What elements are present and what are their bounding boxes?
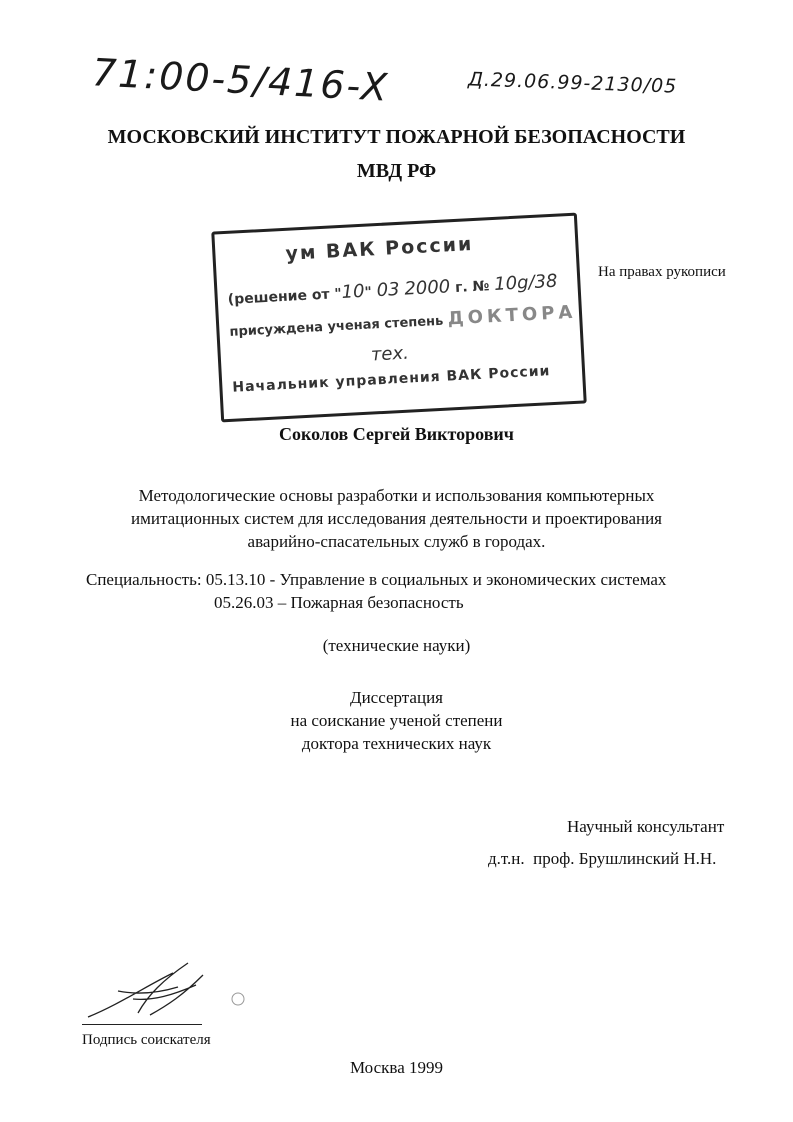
author-name: Соколов Сергей Викторович xyxy=(279,424,514,444)
signature-label: Подпись соискателя xyxy=(82,1032,211,1048)
dissertation-title-line-1: Методологические основы разработки и использования компьютерных xyxy=(138,486,655,505)
degree-name: доктора технических наук xyxy=(301,734,492,753)
dissertation-label: Диссертация xyxy=(349,688,443,707)
stamp-signer: Начальник управления ВАК России xyxy=(232,363,551,396)
specialty-line-1: Специальность: 05.13.10 - Управление в социальных и экономических системах xyxy=(86,570,667,589)
ministry-name: МВД РФ xyxy=(356,160,437,182)
handwritten-registration-number: 71:00-5/416-X xyxy=(91,50,391,110)
stamp-decision-year: 2000 xyxy=(403,276,451,300)
degree-purpose: на соискание ученой степени xyxy=(290,711,503,730)
dissertation-title-line-2: имитационных систем для исследования деятельности и проектирования xyxy=(130,509,663,528)
advisor-name: д.т.н. проф. Брушлинский Н.Н. xyxy=(488,849,717,868)
applicant-signature xyxy=(78,955,258,1027)
rights-note: На правах рукописи xyxy=(598,264,726,280)
city-year: Москва 1999 xyxy=(349,1058,444,1077)
advisor-label: Научный консультант xyxy=(567,817,725,836)
stamp-decision-number: 10g/38 xyxy=(493,270,558,295)
stamp-degree-prefix: присуждена ученая степень xyxy=(229,313,444,340)
stamp-decision-line xyxy=(227,271,558,309)
stamp-decision-mid: " xyxy=(364,284,378,301)
dissertation-title-line-3: аварийно-спасательных служб в городах. xyxy=(247,532,546,551)
stamp-decision-suffix: г. № xyxy=(449,278,490,297)
science-field: (технические науки) xyxy=(322,636,471,655)
stamp-degree-value: ДОКТОРА xyxy=(447,301,577,330)
stamp-title: ум ВАК России xyxy=(284,233,474,265)
handwritten-date-reference: Д.29.06.99-2130/05 xyxy=(467,68,678,98)
signature-line xyxy=(82,1024,202,1025)
stamp-decision-prefix: (решение от " xyxy=(227,285,343,308)
vak-stamp xyxy=(211,213,586,423)
institute-name: МОСКОВСКИЙ ИНСТИТУТ ПОЖАРНОЙ БЕЗОПАСНОСТИ xyxy=(107,126,686,148)
stamp-decision-day: 10 xyxy=(341,280,366,303)
stamp-handwritten-field: тех. xyxy=(370,342,410,366)
stamp-decision-month: 03 xyxy=(376,278,401,302)
specialty-line-2: 05.26.03 – Пожарная безопасность xyxy=(214,593,464,612)
stamp-degree-line xyxy=(229,302,577,341)
